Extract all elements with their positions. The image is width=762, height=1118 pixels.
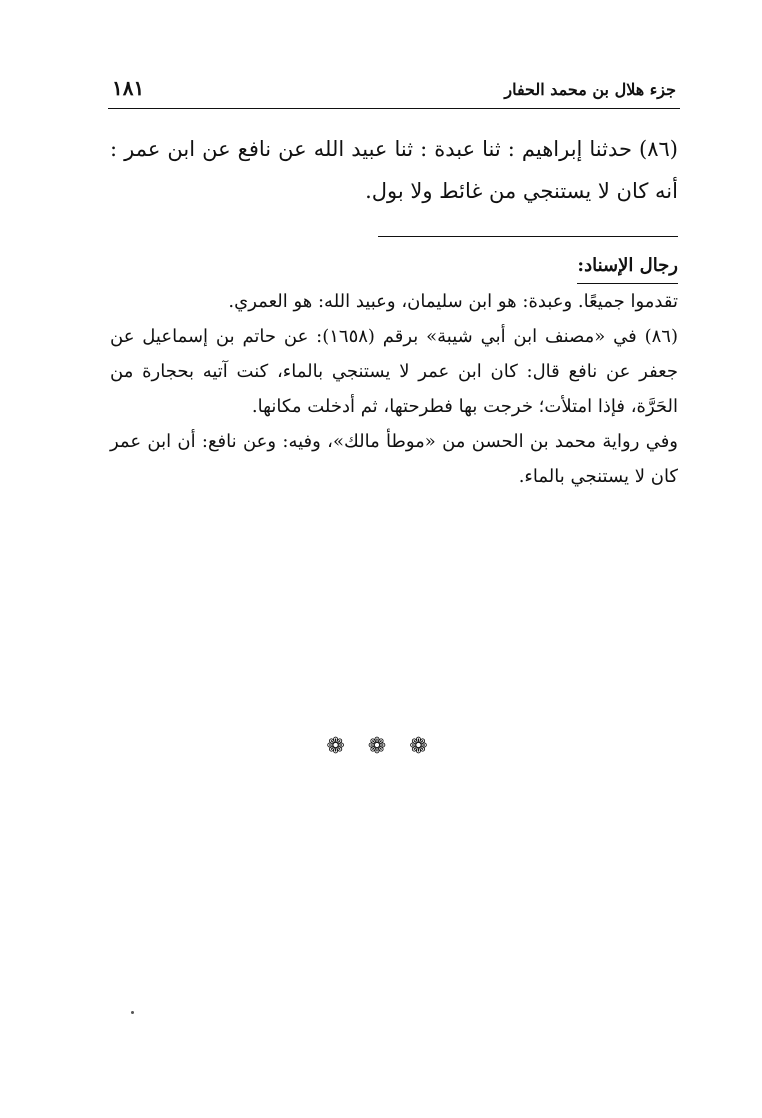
stray-dot	[131, 1011, 134, 1014]
hadith-text	[110, 128, 678, 212]
section-heading: رجال الإسناد:	[577, 255, 678, 276]
running-title: جزء هلال بن محمد الحفار	[504, 80, 676, 99]
hadith-paragraph: (٨٦) حدثنا إبراهيم : ثنا عبدة : ثنا عبيد الله عن نافع عن ابن عمر : أنه كان لا يستنجي من غائط ولا بول.	[110, 137, 678, 203]
page-header	[108, 74, 680, 106]
note-paragraph: وفي رواية محمد بن الحسن من «موطأ مالك»، وفيه: وعن نافع: أن ابن عمر كان لا يستنجي بالماء.	[110, 431, 678, 487]
header-rule	[108, 108, 680, 109]
footnote-separator	[378, 236, 678, 237]
end-ornament-flowers: ❁ ❁ ❁	[326, 734, 436, 759]
note-paragraph: تقدموا جميعًا. وعبدة: هو ابن سليمان، وعبيد الله: هو العمري.	[228, 291, 678, 312]
page-number: ١٨١	[112, 76, 145, 100]
commentary	[110, 248, 678, 494]
note-paragraph: (٨٦) في «مصنف ابن أبي شيبة» برقم (١٦٥٨): عن حاتم بن إسماعيل عن جعفر عن نافع قال: كان ابن عمر لا يستنجي بالماء، كنت آتيه بحجارة من الحَرَّة، فإذا امتلأت؛ خرجت بها فطرحتها، ثم أدخلت مكانها.	[110, 326, 678, 417]
section-heading-underline	[577, 249, 678, 284]
